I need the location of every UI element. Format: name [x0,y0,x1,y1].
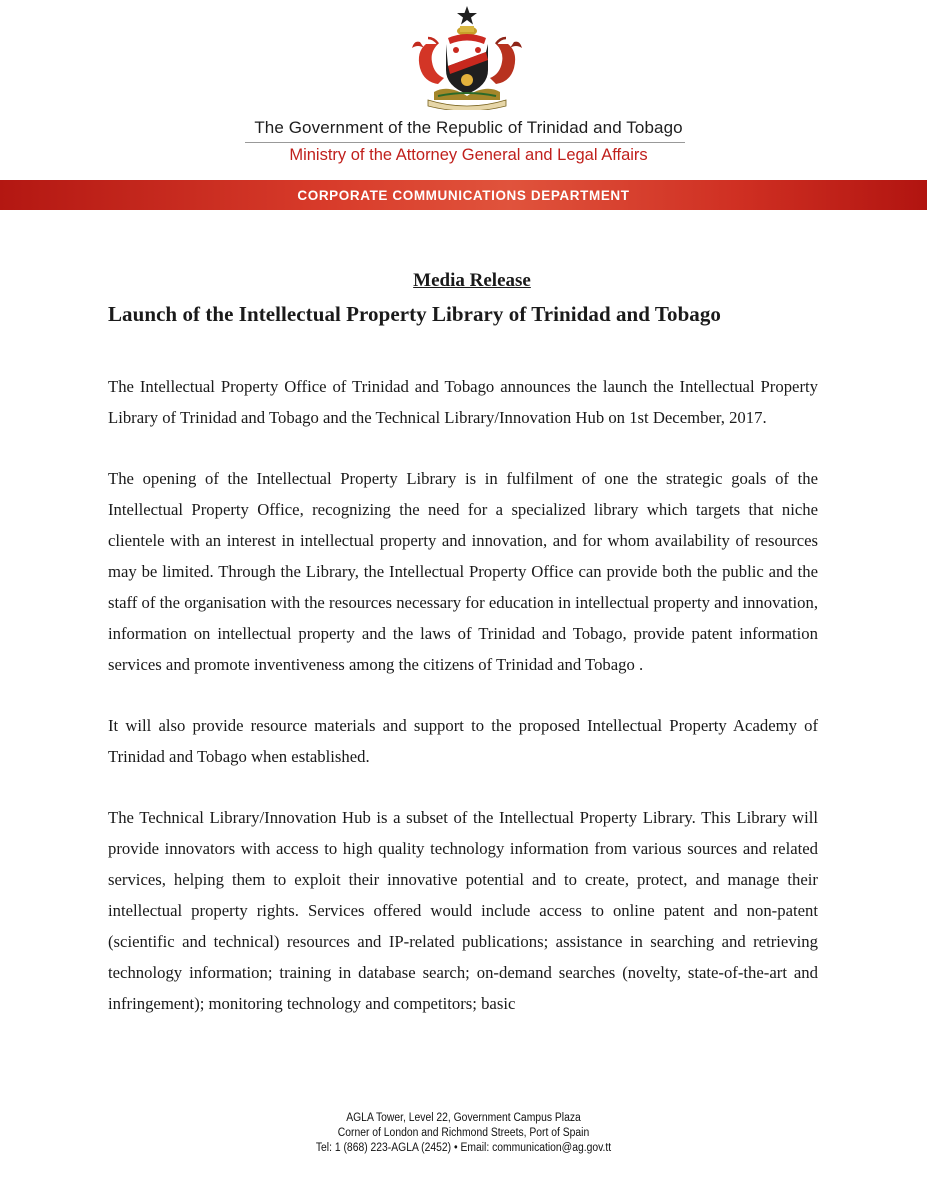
paragraph-3: It will also provide resource materials and support to the proposed Intellectual Property Academy of Trinidad and Tobago when established. [108,716,818,766]
department-label: CORPORATE COMMUNICATIONS DEPARTMENT [297,187,630,203]
media-release-label: Media Release [413,270,531,291]
footer-line-3: Tel: 1 (868) 223-AGLA (2452) • Email: communication@ag.gov.tt [315,1142,612,1154]
footer-line-1: AGLA Tower, Level 22, Government Campus Plaza [346,1112,581,1124]
government-line: The Government of the Republic of Trinidad and Tobago [254,118,683,137]
footer-address [0,1111,927,1156]
paragraph-4: The Technical Library/Innovation Hub is a subset of the Intellectual Property Library. This Library will provide innovators with access to high quality technology information from various sources and related services, helping them to exploit their innovative potential and to create, protect, and manage their intellectual property rights. Services offered would include access to online patent and non-patent (scientific and technical) resources and IP-related publications; assistance in searching and retrieving technology information; training in database search; on-demand searches (novelty, state-of-the-art and infringement); monitoring technology and competitors; basic [108,808,818,1013]
release-headline: Launch of the Intellectual Property Library of Trinidad and Tobago [108,302,721,326]
department-banner [0,180,927,210]
release-body [108,270,818,1049]
paragraph-1: The Intellectual Property Office of Trinidad and Tobago announces the launch the Intellectual Property Library of Trinidad and Tobago and the Technical Library/Innovation Hub on 1st December, 2017. [108,377,818,427]
header-divider [245,142,685,143]
footer-line-2: Corner of London and Richmond Streets, Port of Spain [337,1127,590,1139]
ministry-line: Ministry of the Attorney General and Legal Affairs [289,146,648,164]
paragraph-2: The opening of the Intellectual Property Library is in fulfilment of one the strategic goals of the Intellectual Property Office, recognizing the need for a specialized library which targets that niche clientele with an interest in intellectual property and innovation, and for whom availability of resources may be limited. Through the Library, the Intellectual Property Office can provide both the public and the staff of the organisation with the resources necessary for education in intellectual property and innovation, information on intellectual property and the laws of Trinidad and Tobago, provide patent information services and promote inventiveness among the citizens of Trinidad and Tobago . [108,469,818,674]
coat-of-arms-icon [408,4,526,110]
